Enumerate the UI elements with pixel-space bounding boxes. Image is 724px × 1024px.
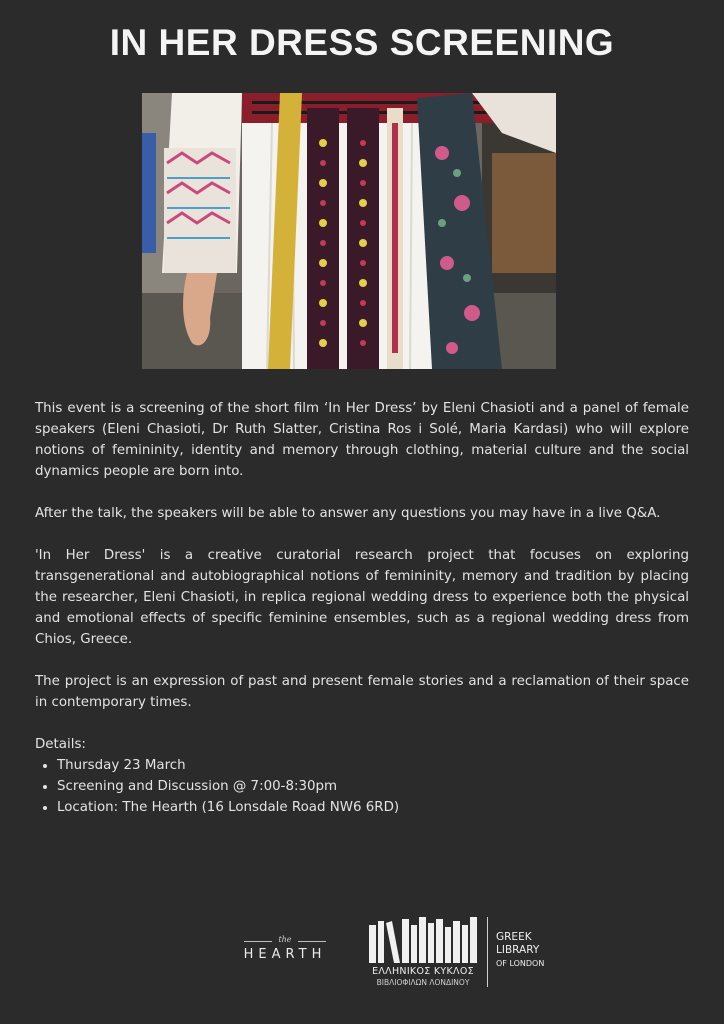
hearth-logo-small: the (236, 935, 334, 944)
logo-divider (487, 917, 488, 987)
greek-library-greek-name: ΕΛΛΗΝΙΚΟΣ ΚΥΚΛΟΣ (372, 966, 474, 977)
greek-library-en-line1: GREEK (496, 931, 532, 943)
paragraph-qa: After the talk, the speakers will be able to answer any questions you may have in a live Q&A. (35, 506, 661, 521)
embroidered-dress-photo (142, 93, 556, 369)
greek-library-english-name (496, 931, 544, 970)
details-location: • Location: The Hearth (16 Lonsdale Road NW6 6RD) (57, 797, 689, 818)
page-title: IN HER DRESS SCREENING (109, 22, 615, 63)
dress-photo (142, 93, 556, 369)
greek-library-en-line3: OF LONDON (496, 959, 545, 968)
hearth-logo (236, 935, 334, 962)
event-description (35, 398, 689, 818)
hearth-logo-main: HEARTH (243, 947, 327, 962)
details-label: Details: (35, 737, 86, 752)
details-time: • Screening and Discussion @ 7:00-8:30pm (57, 776, 689, 797)
paragraph-intro: This event is a screening of the short film ‘In Her Dress’ by Eleni Chasioti and a panel of female speakers (Eleni Chasioti, Dr Ruth Slatter, Cristina Ros i Solé, Maria Kardasi) who will explore notions of femininity, identity and memory through clothing, material culture and the social dynamics people are born into. (35, 401, 689, 479)
books-icon (367, 917, 479, 963)
paragraph-reclamation: The project is an expression of past and present female stories and a reclamation of their space in contemporary times. (35, 674, 689, 710)
details-list (35, 755, 689, 818)
greek-library-logo (367, 917, 567, 989)
paragraph-project: 'In Her Dress' is a creative curatorial research project that focuses on exploring transgenerational and autobiographical notions of femininity, memory and tradition by placing the researcher, Eleni Chasioti, in replica regional wedding dress to experience both the physical and emotional effects of specific feminine ensembles, such as a regional wedding dress from Chios, Greece. (35, 548, 689, 647)
details-date: • Thursday 23 March (57, 755, 689, 776)
greek-library-greek-subtitle: ΒΙΒΛΙΟΦΙΛΩΝ ΛΟΝΔΙΝΟΥ (376, 978, 470, 987)
greek-library-en-line2: LIBRARY (496, 944, 540, 956)
partner-logos (0, 915, 724, 995)
